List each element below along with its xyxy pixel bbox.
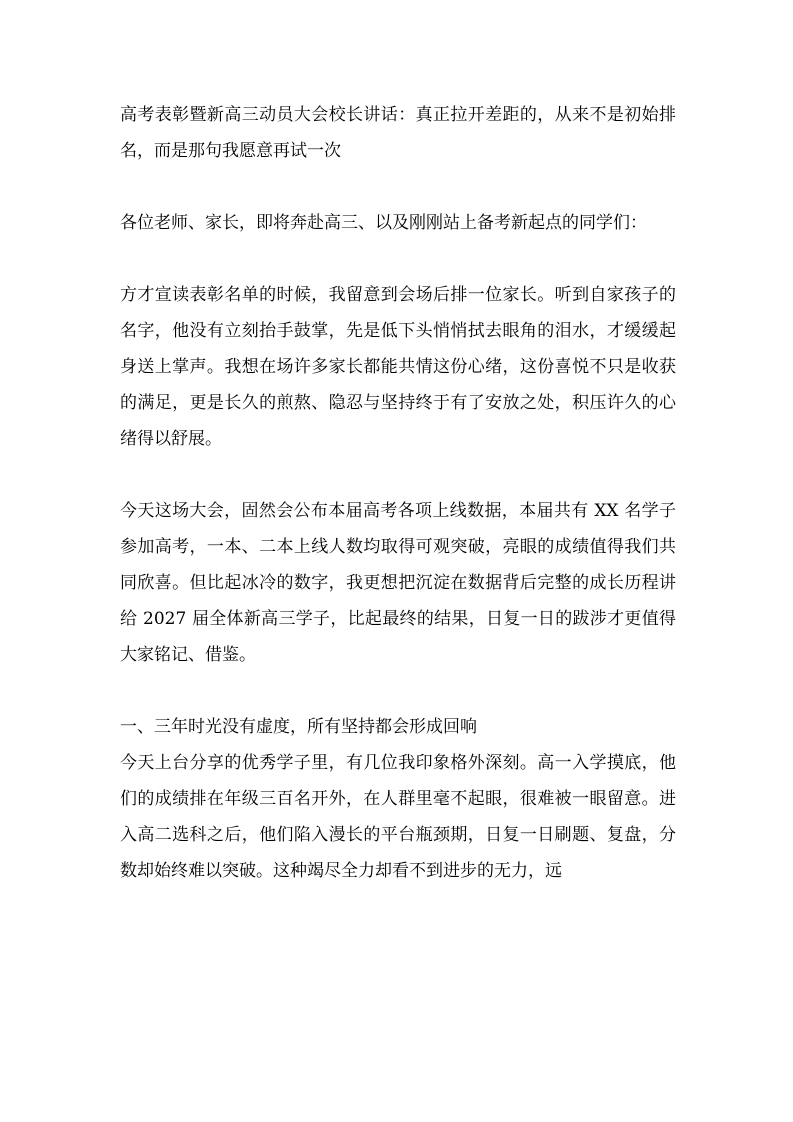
- body-paragraph-1: 方才宣读表彰名单的时候，我留意到会场后排一位家长。听到自家孩子的名字，他没有立刻抬手鼓掌，先是低下头悄悄拭去眼角的泪水，才缓缓起身送上掌声。我想在场许多家长都能共情这份心绪，这份喜悦不只是收获的满足，更是长久的煎熬、隐忍与坚持终于有了安放之处，积压许久的心绪得以舒展。: [120, 285, 676, 449]
- section-paragraph: 今天上台分享的优秀学子里，有几位我印象格外深刻。高一入学摸底，他们的成绩排在年级三百名开外，在人群里毫不起眼，很难被一眼留意。进入高二选科之后，他们陷入漫长的平台瓶颈期，日复一日刷题、复盘，分数却始终难以突破。这种竭尽全力却看不到进步的无力，远: [120, 753, 676, 881]
- document-body: [120, 97, 676, 889]
- section-heading: 一、三年时光没有虚度，所有坚持都会形成回响: [120, 717, 477, 737]
- greeting-paragraph: 各位老师、家长，即将奔赴高三、以及刚刚站上备考新起点的同学们：: [120, 213, 647, 233]
- document-title: 高考表彰暨新高三动员大会校长讲话：真正拉开差距的，从来不是初始排名，而是那句我愿意再试一次: [120, 105, 676, 161]
- body-paragraph-2: 今天这场大会，固然会公布本届高考各项上线数据，本届共有 XX 名学子参加高考，一本、二本上线人数均取得可观突破，亮眼的成绩值得我们共同欣喜。但比起冰冷的数字，我更想把沉淀在数据背后完整的成长历程讲给 2027 届全体新高三学子，比起最终的结果，日复一日的跋涉才更值得大家铭记、借鉴。: [120, 501, 676, 665]
